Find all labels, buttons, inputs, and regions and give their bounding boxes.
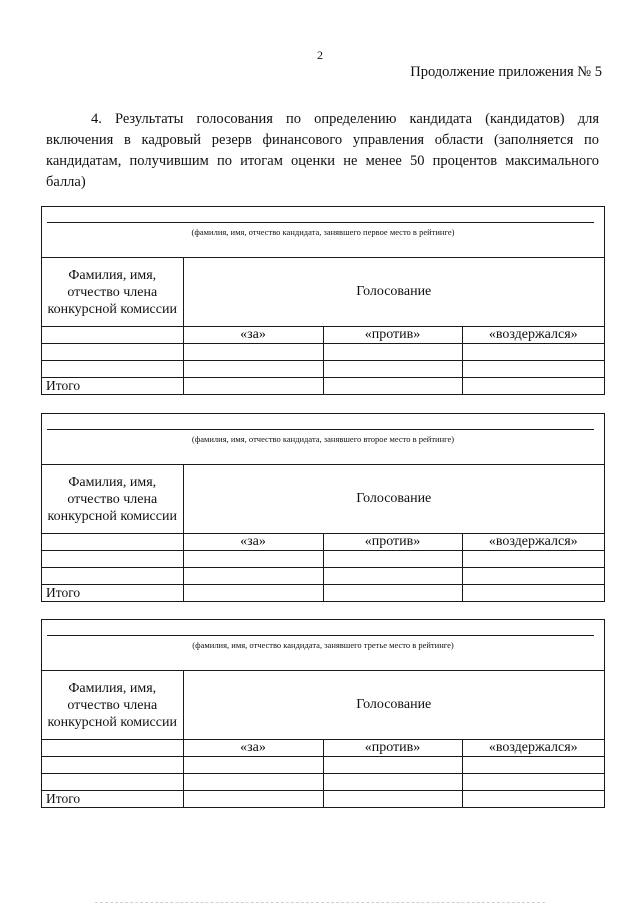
for-cell[interactable]	[183, 568, 323, 585]
abstain-cell[interactable]	[462, 361, 604, 378]
against-cell[interactable]	[323, 757, 462, 774]
total-abstain-cell[interactable]	[462, 378, 604, 395]
abstain-cell[interactable]	[462, 774, 604, 791]
appendix-note: Продолжение приложения № 5	[410, 64, 602, 80]
member-name-cell[interactable]	[42, 757, 183, 774]
voting-grid	[42, 465, 604, 601]
for-cell[interactable]	[183, 551, 323, 568]
candidate-name-line[interactable]	[47, 635, 594, 636]
voting-grid	[42, 258, 604, 394]
member-name-cell[interactable]	[42, 740, 183, 757]
member-name-cell[interactable]	[42, 774, 183, 791]
total-against-cell[interactable]	[323, 791, 462, 808]
voting-header: Голосование	[183, 465, 604, 534]
candidate-name-line[interactable]	[47, 222, 594, 223]
total-label: Итого	[42, 378, 183, 395]
against-cell[interactable]	[323, 344, 462, 361]
candidate-name-area	[42, 207, 604, 258]
total-label: Итого	[42, 791, 183, 808]
member-name-cell[interactable]	[42, 534, 183, 551]
voting-header: Голосование	[183, 671, 604, 740]
total-against-cell[interactable]	[323, 585, 462, 602]
voting-grid	[42, 671, 604, 807]
abstain-cell[interactable]	[462, 568, 604, 585]
against-header: «против»	[323, 740, 462, 757]
against-cell[interactable]	[323, 361, 462, 378]
candidate-caption: (фамилия, имя, отчество кандидата, занявшего третье место в рейтинге)	[192, 640, 454, 650]
vote-table-second-place	[41, 413, 605, 602]
total-abstain-cell[interactable]	[462, 585, 604, 602]
total-label: Итого	[42, 585, 183, 602]
candidate-name-area	[42, 414, 604, 465]
against-header: «против»	[323, 534, 462, 551]
against-cell[interactable]	[323, 568, 462, 585]
total-for-cell[interactable]	[183, 378, 323, 395]
candidate-caption: (фамилия, имя, отчество кандидата, занявшего второе место в рейтинге)	[191, 434, 455, 444]
for-header: «за»	[183, 534, 323, 551]
member-column-header: Фамилия, имя, отчество члена конкурсной комиссии	[42, 671, 183, 740]
abstain-header: «воздержался»	[462, 534, 604, 551]
member-column-header: Фамилия, имя, отчество члена конкурсной комиссии	[42, 465, 183, 534]
for-cell[interactable]	[183, 361, 323, 378]
for-cell[interactable]	[183, 774, 323, 791]
member-name-cell[interactable]	[42, 361, 183, 378]
against-header: «против»	[323, 327, 462, 344]
abstain-cell[interactable]	[462, 551, 604, 568]
for-header: «за»	[183, 327, 323, 344]
vote-table-third-place	[41, 619, 605, 808]
vote-table-first-place	[41, 206, 605, 395]
candidate-name-area	[42, 620, 604, 671]
total-for-cell[interactable]	[183, 791, 323, 808]
against-cell[interactable]	[323, 551, 462, 568]
member-name-cell[interactable]	[42, 327, 183, 344]
member-name-cell[interactable]	[42, 568, 183, 585]
candidate-caption: (фамилия, имя, отчество кандидата, занявшего первое место в рейтинге)	[191, 227, 455, 237]
member-name-cell[interactable]	[42, 551, 183, 568]
for-cell[interactable]	[183, 757, 323, 774]
member-column-header: Фамилия, имя, отчество члена конкурсной комиссии	[42, 258, 183, 327]
abstain-cell[interactable]	[462, 344, 604, 361]
total-against-cell[interactable]	[323, 378, 462, 395]
total-abstain-cell[interactable]	[462, 791, 604, 808]
abstain-header: «воздержался»	[462, 327, 604, 344]
abstain-cell[interactable]	[462, 757, 604, 774]
section-intro: 4. Результаты голосования по определению кандидата (кандидатов) для включения в кадровый резерв финансового управления области (заполняется по кандидатам, получившим по итогам оценки не менее 50 процентов максимального балла)	[46, 111, 599, 190]
against-cell[interactable]	[323, 774, 462, 791]
member-name-cell[interactable]	[42, 344, 183, 361]
footer-rule	[95, 902, 545, 903]
abstain-header: «воздержался»	[462, 740, 604, 757]
for-cell[interactable]	[183, 344, 323, 361]
page-number: 2	[317, 48, 323, 62]
total-for-cell[interactable]	[183, 585, 323, 602]
for-header: «за»	[183, 740, 323, 757]
voting-header: Голосование	[183, 258, 604, 327]
candidate-name-line[interactable]	[47, 429, 594, 430]
